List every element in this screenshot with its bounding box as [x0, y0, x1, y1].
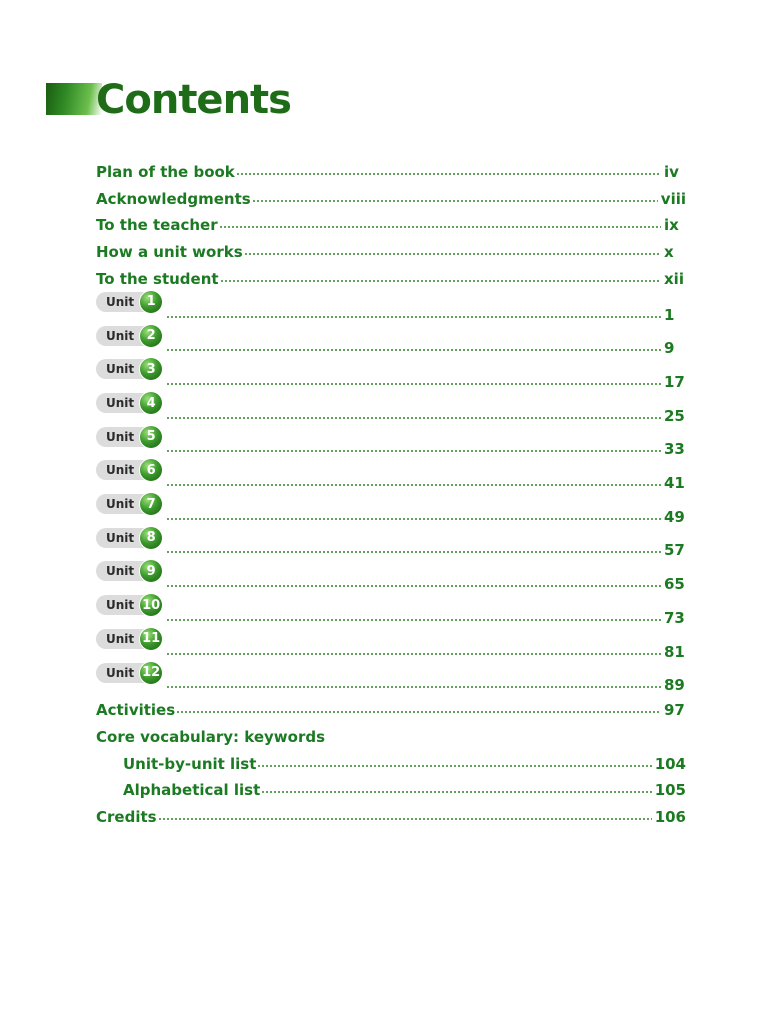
dot-leader — [236, 162, 661, 176]
unit-badge — [96, 663, 160, 683]
dot-leader — [166, 406, 661, 420]
unit-badge — [96, 292, 160, 312]
unit-badge — [96, 326, 160, 346]
dot-leader — [252, 189, 658, 203]
toc-entry-unit-4[interactable] — [96, 389, 686, 423]
toc-entry-page: viii — [660, 189, 686, 208]
toc-entry-unit-11[interactable] — [96, 625, 686, 659]
toc-entry-label: How a unit works — [96, 243, 243, 262]
unit-badge-word: Unit — [106, 328, 135, 343]
dot-leader — [158, 807, 652, 821]
toc-entry-unit-9[interactable] — [96, 557, 686, 594]
toc-entry-how-a-unit-works[interactable] — [96, 234, 686, 261]
toc-entry-page: 105 — [654, 781, 686, 800]
toc-entry-alphabetical-list[interactable] — [96, 773, 686, 800]
toc-entry-label: Unit-by-unit list — [123, 754, 257, 773]
unit-badge — [96, 359, 160, 379]
toc-entry-page: 97 — [664, 701, 685, 720]
dot-leader — [176, 700, 661, 714]
toc-entry-page: 49 — [664, 507, 685, 526]
unit-number-icon: 3 — [140, 358, 162, 380]
unit-badge-word: Unit — [106, 530, 135, 545]
unit-badge — [96, 528, 160, 548]
unit-number-icon: 8 — [140, 527, 162, 549]
toc-entry-acknowledgments[interactable] — [96, 181, 686, 208]
toc-entry-page: iv — [664, 162, 679, 181]
unit-number-icon: 10 — [140, 594, 162, 616]
unit-badge — [96, 595, 160, 615]
toc-entry-label: Plan of the book — [96, 162, 235, 181]
toc-entry-unit-5[interactable] — [96, 423, 686, 457]
toc-entry-label: Acknowledgments — [96, 189, 251, 208]
unit-badge — [96, 494, 160, 514]
toc-entry-unit-12[interactable] — [96, 659, 686, 693]
unit-badge-word: Unit — [106, 294, 135, 309]
toc-entry-page: 9 — [664, 339, 675, 358]
toc-entry-page: 57 — [664, 541, 685, 560]
toc-entry-page: 65 — [664, 575, 685, 594]
toc-entry-label: Activities — [96, 701, 176, 720]
table-of-contents — [96, 154, 686, 826]
toc-entry-label: To the teacher — [96, 216, 218, 235]
toc-entry-unit-2[interactable] — [96, 322, 686, 356]
toc-entry-page: ix — [664, 216, 679, 235]
unit-badge — [96, 427, 160, 447]
unit-number-icon: 11 — [140, 628, 162, 650]
toc-heading-core-vocabulary — [96, 719, 686, 746]
toc-entry-activities[interactable] — [96, 692, 686, 719]
toc-entry-label: To the student — [96, 269, 219, 288]
toc-entry-unit-by-unit-list[interactable] — [96, 746, 686, 773]
dot-leader — [166, 507, 661, 521]
dot-leader — [166, 574, 661, 588]
unit-badge — [96, 561, 160, 581]
dot-leader — [166, 675, 661, 689]
dot-leader — [261, 780, 651, 794]
dot-leader — [166, 439, 661, 453]
dot-leader — [166, 305, 661, 319]
toc-entry-page: 25 — [664, 406, 685, 425]
unit-badge-word: Unit — [106, 497, 135, 512]
toc-entry-unit-7[interactable] — [96, 490, 686, 524]
toc-entry-unit-3[interactable] — [96, 355, 686, 392]
toc-entry-label: Alphabetical list — [123, 781, 261, 800]
toc-entry-label: Core vocabulary: keywords — [96, 727, 326, 746]
toc-entry-page: 1 — [664, 305, 675, 324]
toc-entry-to-the-student[interactable] — [96, 261, 686, 288]
unit-number-icon: 12 — [140, 662, 162, 684]
dot-leader — [166, 540, 661, 554]
toc-entry-page: 17 — [664, 373, 685, 392]
toc-entry-label: Credits — [96, 808, 157, 827]
unit-badge-word: Unit — [106, 429, 135, 444]
unit-number-icon: 7 — [140, 493, 162, 515]
unit-number-icon: 2 — [140, 325, 162, 347]
unit-number-icon: 6 — [140, 459, 162, 481]
dot-leader — [166, 338, 661, 352]
dot-leader — [257, 754, 651, 768]
dot-leader — [244, 242, 661, 256]
toc-entry-page: 89 — [664, 676, 685, 695]
unit-number-icon: 9 — [140, 560, 162, 582]
toc-entry-page: x — [664, 243, 674, 262]
toc-entry-page: 33 — [664, 440, 685, 459]
dot-leader — [166, 372, 661, 386]
unit-badge — [96, 393, 160, 413]
unit-badge — [96, 460, 160, 480]
toc-entry-page: 73 — [664, 608, 685, 627]
toc-entry-to-the-teacher[interactable] — [96, 208, 686, 235]
unit-badge-word: Unit — [106, 665, 135, 680]
page-title: Contents — [96, 77, 291, 123]
unit-badge-word: Unit — [106, 598, 135, 613]
toc-entry-unit-10[interactable] — [96, 591, 686, 625]
toc-entry-plan-of-the-book[interactable] — [96, 154, 686, 181]
unit-badge-word: Unit — [106, 631, 135, 646]
dot-leader — [166, 608, 661, 622]
dot-leader — [219, 215, 661, 229]
dot-leader — [220, 269, 661, 283]
unit-number-icon: 4 — [140, 392, 162, 414]
toc-entry-unit-8[interactable] — [96, 524, 686, 558]
unit-badge-word: Unit — [106, 463, 135, 478]
toc-entry-page: xii — [664, 269, 684, 288]
toc-entry-unit-6[interactable] — [96, 456, 686, 493]
unit-number-icon: 5 — [140, 426, 162, 448]
toc-entry-unit-1[interactable] — [96, 288, 686, 322]
toc-entry-page: 104 — [654, 754, 686, 773]
unit-badge-word: Unit — [106, 396, 135, 411]
unit-number-icon: 1 — [140, 291, 162, 313]
toc-entry-credits[interactable] — [96, 799, 686, 826]
dot-leader — [166, 473, 661, 487]
toc-entry-page: 106 — [654, 808, 686, 827]
toc-entry-page: 81 — [664, 642, 685, 661]
unit-badge-word: Unit — [106, 564, 135, 579]
dot-leader — [166, 642, 661, 656]
toc-entry-page: 41 — [664, 474, 685, 493]
unit-badge-word: Unit — [106, 362, 135, 377]
title-decoration-bar — [46, 83, 102, 115]
unit-badge — [96, 629, 160, 649]
